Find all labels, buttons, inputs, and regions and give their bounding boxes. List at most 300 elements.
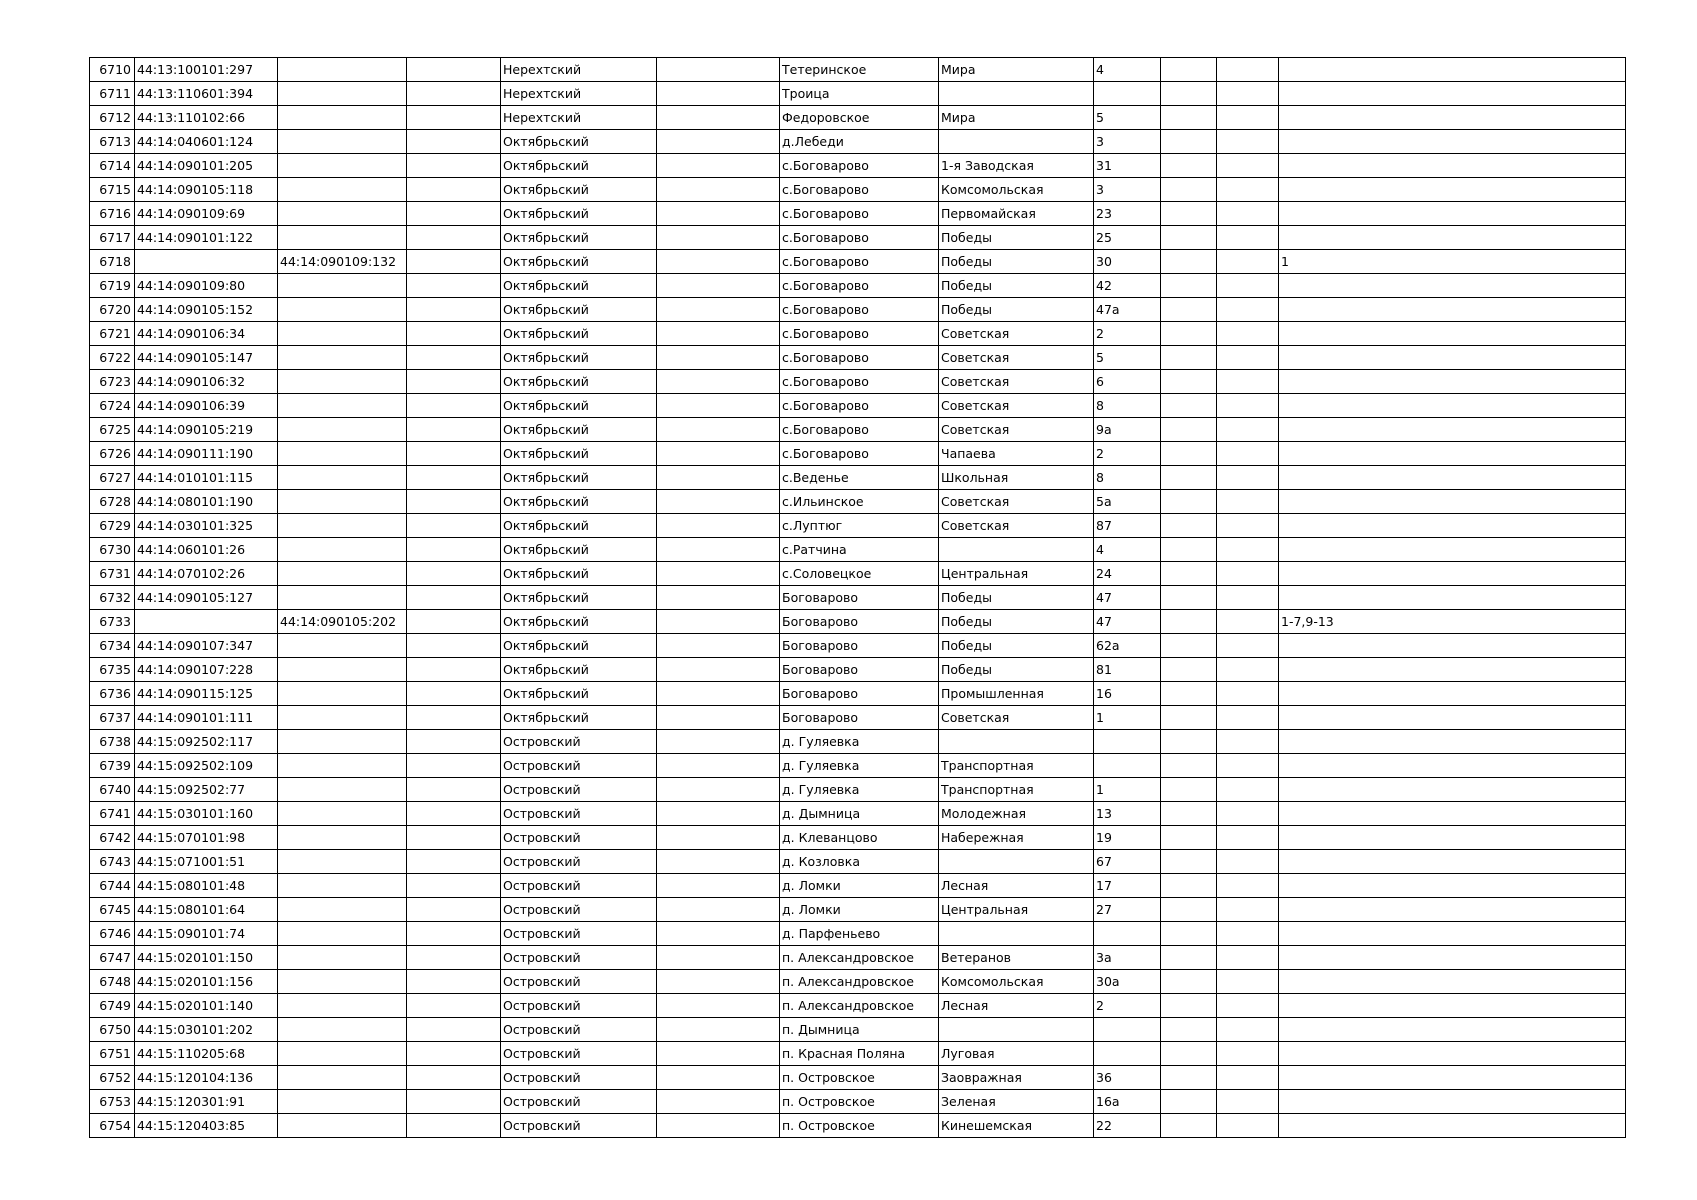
cell-col-4 <box>407 754 501 778</box>
cell-locality: п. Красная Поляна <box>780 1042 939 1066</box>
cell-col-6 <box>657 706 780 730</box>
cell-row-number: 6732 <box>90 586 135 610</box>
cell-cadastral-number-alt <box>278 562 407 586</box>
cell-col-11 <box>1217 922 1279 946</box>
cell-apartment-numbers <box>1279 418 1626 442</box>
cell-row-number: 6741 <box>90 802 135 826</box>
cell-apartment-numbers <box>1279 202 1626 226</box>
cell-cadastral-number: 44:14:090106:34 <box>135 322 278 346</box>
cell-col-6 <box>657 274 780 298</box>
cell-district: Островский <box>501 994 657 1018</box>
table-row <box>90 778 1626 802</box>
cell-col-11 <box>1217 82 1279 106</box>
cell-locality: с.Боговарово <box>780 178 939 202</box>
cell-house-number: 17 <box>1094 874 1161 898</box>
cell-district: Октябрьский <box>501 490 657 514</box>
cell-cadastral-number-alt <box>278 922 407 946</box>
cell-row-number: 6734 <box>90 634 135 658</box>
cell-col-4 <box>407 634 501 658</box>
cell-house-number: 8 <box>1094 394 1161 418</box>
cell-col-10 <box>1161 922 1217 946</box>
cell-house-number: 24 <box>1094 562 1161 586</box>
cell-row-number: 6738 <box>90 730 135 754</box>
cell-district: Октябрьский <box>501 298 657 322</box>
cell-locality: Боговарово <box>780 706 939 730</box>
cell-cadastral-number-alt <box>278 1114 407 1138</box>
table-row <box>90 1090 1626 1114</box>
cell-cadastral-number: 44:15:020101:140 <box>135 994 278 1018</box>
cell-apartment-numbers <box>1279 994 1626 1018</box>
cell-col-4 <box>407 1114 501 1138</box>
cell-apartment-numbers <box>1279 586 1626 610</box>
cell-cadastral-number: 44:15:070101:98 <box>135 826 278 850</box>
table-row <box>90 442 1626 466</box>
cell-row-number: 6736 <box>90 682 135 706</box>
cell-district: Нерехтский <box>501 58 657 82</box>
cell-house-number: 27 <box>1094 898 1161 922</box>
cell-cadastral-number: 44:15:030101:160 <box>135 802 278 826</box>
cell-district: Островский <box>501 1114 657 1138</box>
cell-col-11 <box>1217 874 1279 898</box>
cell-district: Октябрьский <box>501 562 657 586</box>
cell-district: Островский <box>501 850 657 874</box>
cell-col-10 <box>1161 634 1217 658</box>
cell-cadastral-number-alt <box>278 106 407 130</box>
cell-cadastral-number-alt <box>278 1066 407 1090</box>
cell-cadastral-number: 44:14:090101:111 <box>135 706 278 730</box>
cell-apartment-numbers <box>1279 394 1626 418</box>
cell-cadastral-number-alt <box>278 970 407 994</box>
cell-locality: Федоровское <box>780 106 939 130</box>
cell-house-number: 6 <box>1094 370 1161 394</box>
table-row <box>90 58 1626 82</box>
cell-cadastral-number: 44:14:090105:219 <box>135 418 278 442</box>
cell-col-6 <box>657 1090 780 1114</box>
cell-street: Лесная <box>939 994 1094 1018</box>
cell-row-number: 6728 <box>90 490 135 514</box>
cell-col-6 <box>657 1018 780 1042</box>
cell-row-number: 6727 <box>90 466 135 490</box>
cell-col-10 <box>1161 850 1217 874</box>
cell-col-10 <box>1161 490 1217 514</box>
cell-district: Октябрьский <box>501 202 657 226</box>
cell-apartment-numbers <box>1279 298 1626 322</box>
cell-apartment-numbers <box>1279 514 1626 538</box>
cell-house-number: 25 <box>1094 226 1161 250</box>
cell-locality: с.Луптюг <box>780 514 939 538</box>
cell-street: Победы <box>939 586 1094 610</box>
cell-street: Советская <box>939 514 1094 538</box>
cell-apartment-numbers <box>1279 1090 1626 1114</box>
cell-street: Победы <box>939 634 1094 658</box>
cell-cadastral-number-alt <box>278 826 407 850</box>
cell-street: Лесная <box>939 874 1094 898</box>
cell-cadastral-number-alt <box>278 754 407 778</box>
cell-col-10 <box>1161 154 1217 178</box>
register-table <box>89 57 1626 1138</box>
cell-locality: п. Александровское <box>780 970 939 994</box>
table-row <box>90 826 1626 850</box>
table-row <box>90 514 1626 538</box>
cell-col-11 <box>1217 538 1279 562</box>
cell-col-6 <box>657 490 780 514</box>
cell-apartment-numbers: 1 <box>1279 250 1626 274</box>
cell-col-4 <box>407 442 501 466</box>
cell-cadastral-number: 44:15:071001:51 <box>135 850 278 874</box>
cell-cadastral-number-alt <box>278 418 407 442</box>
cell-col-10 <box>1161 1066 1217 1090</box>
cell-row-number: 6742 <box>90 826 135 850</box>
cell-col-6 <box>657 850 780 874</box>
cell-col-6 <box>657 58 780 82</box>
cell-cadastral-number: 44:14:030101:325 <box>135 514 278 538</box>
cell-locality: д. Гуляевка <box>780 754 939 778</box>
cell-district: Октябрьский <box>501 466 657 490</box>
cell-col-10 <box>1161 418 1217 442</box>
table-row <box>90 538 1626 562</box>
cell-district: Октябрьский <box>501 442 657 466</box>
cell-house-number: 36 <box>1094 1066 1161 1090</box>
cell-col-11 <box>1217 250 1279 274</box>
cell-col-11 <box>1217 562 1279 586</box>
cell-col-10 <box>1161 1018 1217 1042</box>
cell-district: Островский <box>501 1018 657 1042</box>
cell-col-4 <box>407 226 501 250</box>
cell-house-number: 2 <box>1094 442 1161 466</box>
cell-apartment-numbers <box>1279 106 1626 130</box>
cell-street: Первомайская <box>939 202 1094 226</box>
cell-row-number: 6710 <box>90 58 135 82</box>
cell-col-4 <box>407 394 501 418</box>
cell-col-6 <box>657 106 780 130</box>
table-row <box>90 922 1626 946</box>
cell-house-number: 62а <box>1094 634 1161 658</box>
cell-locality: п. Александровское <box>780 994 939 1018</box>
cell-street: 1-я Заводская <box>939 154 1094 178</box>
table-row <box>90 994 1626 1018</box>
cell-col-4 <box>407 322 501 346</box>
cell-row-number: 6745 <box>90 898 135 922</box>
cell-row-number: 6748 <box>90 970 135 994</box>
table-row <box>90 874 1626 898</box>
cell-col-11 <box>1217 1018 1279 1042</box>
cell-house-number: 22 <box>1094 1114 1161 1138</box>
cell-cadastral-number: 44:14:090107:228 <box>135 658 278 682</box>
cell-district: Октябрьский <box>501 658 657 682</box>
cell-cadastral-number: 44:14:090106:39 <box>135 394 278 418</box>
cell-row-number: 6735 <box>90 658 135 682</box>
cell-cadastral-number-alt <box>278 1018 407 1042</box>
cell-street: Чапаева <box>939 442 1094 466</box>
cell-col-11 <box>1217 898 1279 922</box>
cell-col-4 <box>407 250 501 274</box>
cell-cadastral-number: 44:14:070102:26 <box>135 562 278 586</box>
cell-cadastral-number: 44:14:080101:190 <box>135 490 278 514</box>
cell-col-6 <box>657 250 780 274</box>
cell-col-4 <box>407 514 501 538</box>
cell-col-10 <box>1161 130 1217 154</box>
cell-col-10 <box>1161 946 1217 970</box>
cell-cadastral-number: 44:15:090101:74 <box>135 922 278 946</box>
cell-col-11 <box>1217 514 1279 538</box>
cell-street: Заовражная <box>939 1066 1094 1090</box>
cell-house-number: 47 <box>1094 610 1161 634</box>
cell-house-number: 19 <box>1094 826 1161 850</box>
cell-cadastral-number-alt <box>278 898 407 922</box>
table-row <box>90 202 1626 226</box>
cell-district: Октябрьский <box>501 178 657 202</box>
cell-locality: с.Боговарово <box>780 154 939 178</box>
cell-locality: п. Островское <box>780 1066 939 1090</box>
cell-cadastral-number: 44:14:090111:190 <box>135 442 278 466</box>
cell-house-number: 16а <box>1094 1090 1161 1114</box>
cell-locality: Боговарово <box>780 586 939 610</box>
cell-street: Советская <box>939 370 1094 394</box>
cell-col-6 <box>657 826 780 850</box>
cell-row-number: 6715 <box>90 178 135 202</box>
cell-street: Набережная <box>939 826 1094 850</box>
cell-apartment-numbers <box>1279 634 1626 658</box>
cell-cadastral-number: 44:14:010101:115 <box>135 466 278 490</box>
cell-cadastral-number-alt <box>278 346 407 370</box>
cell-cadastral-number: 44:15:020101:150 <box>135 946 278 970</box>
cell-cadastral-number-alt <box>278 298 407 322</box>
cell-col-6 <box>657 346 780 370</box>
cell-street: Мира <box>939 106 1094 130</box>
cell-district: Октябрьский <box>501 346 657 370</box>
cell-street: Кинешемская <box>939 1114 1094 1138</box>
cell-col-6 <box>657 418 780 442</box>
table-row <box>90 82 1626 106</box>
cell-apartment-numbers <box>1279 946 1626 970</box>
cell-cadastral-number-alt <box>278 802 407 826</box>
cell-district: Островский <box>501 946 657 970</box>
cell-house-number <box>1094 922 1161 946</box>
cell-house-number: 5 <box>1094 106 1161 130</box>
cell-locality: с.Боговарово <box>780 346 939 370</box>
cell-col-10 <box>1161 106 1217 130</box>
cell-row-number: 6716 <box>90 202 135 226</box>
cell-col-6 <box>657 970 780 994</box>
table-row <box>90 562 1626 586</box>
cell-col-11 <box>1217 1066 1279 1090</box>
cell-col-4 <box>407 850 501 874</box>
cell-cadastral-number-alt <box>278 226 407 250</box>
cell-col-4 <box>407 562 501 586</box>
cell-col-4 <box>407 370 501 394</box>
cell-cadastral-number-alt <box>278 274 407 298</box>
cell-house-number: 4 <box>1094 538 1161 562</box>
cell-locality: с.Боговарово <box>780 298 939 322</box>
cell-col-4 <box>407 682 501 706</box>
cell-cadastral-number-alt <box>278 466 407 490</box>
cell-row-number: 6723 <box>90 370 135 394</box>
cell-cadastral-number: 44:15:120104:136 <box>135 1066 278 1090</box>
cell-col-4 <box>407 154 501 178</box>
cell-house-number <box>1094 1042 1161 1066</box>
cell-cadastral-number: 44:14:090105:147 <box>135 346 278 370</box>
table-row <box>90 274 1626 298</box>
cell-col-6 <box>657 634 780 658</box>
cell-cadastral-number: 44:14:090101:205 <box>135 154 278 178</box>
cell-col-10 <box>1161 394 1217 418</box>
cell-locality: Боговарово <box>780 610 939 634</box>
cell-col-10 <box>1161 178 1217 202</box>
cell-cadastral-number: 44:15:030101:202 <box>135 1018 278 1042</box>
cell-col-6 <box>657 874 780 898</box>
cell-col-10 <box>1161 466 1217 490</box>
table-row <box>90 154 1626 178</box>
cell-locality: д. Ломки <box>780 898 939 922</box>
cell-row-number: 6750 <box>90 1018 135 1042</box>
cell-district: Октябрьский <box>501 274 657 298</box>
cell-col-4 <box>407 586 501 610</box>
cell-cadastral-number-alt <box>278 730 407 754</box>
cell-col-10 <box>1161 610 1217 634</box>
cell-col-6 <box>657 730 780 754</box>
cell-house-number <box>1094 754 1161 778</box>
cell-row-number: 6733 <box>90 610 135 634</box>
table-row <box>90 490 1626 514</box>
cell-house-number: 13 <box>1094 802 1161 826</box>
cell-row-number: 6740 <box>90 778 135 802</box>
cell-col-4 <box>407 106 501 130</box>
cell-cadastral-number: 44:14:090105:152 <box>135 298 278 322</box>
cell-col-4 <box>407 1042 501 1066</box>
cell-apartment-numbers <box>1279 1066 1626 1090</box>
cell-cadastral-number: 44:15:092502:109 <box>135 754 278 778</box>
cell-district: Октябрьский <box>501 154 657 178</box>
cell-apartment-numbers <box>1279 850 1626 874</box>
cell-col-4 <box>407 346 501 370</box>
cell-apartment-numbers <box>1279 706 1626 730</box>
cell-cadastral-number: 44:13:110102:66 <box>135 106 278 130</box>
cell-row-number: 6739 <box>90 754 135 778</box>
cell-col-11 <box>1217 682 1279 706</box>
cell-house-number: 3 <box>1094 130 1161 154</box>
cell-street: Советская <box>939 490 1094 514</box>
cell-locality: Боговарово <box>780 634 939 658</box>
cell-cadastral-number: 44:13:100101:297 <box>135 58 278 82</box>
cell-col-6 <box>657 514 780 538</box>
cell-row-number: 6718 <box>90 250 135 274</box>
cell-district: Октябрьский <box>501 538 657 562</box>
cell-col-10 <box>1161 1114 1217 1138</box>
cell-cadastral-number-alt <box>278 442 407 466</box>
cell-cadastral-number-alt <box>278 538 407 562</box>
cell-col-10 <box>1161 706 1217 730</box>
table-row <box>90 1042 1626 1066</box>
cell-col-10 <box>1161 322 1217 346</box>
cell-col-10 <box>1161 826 1217 850</box>
cell-street: Комсомольская <box>939 970 1094 994</box>
cell-street: Школьная <box>939 466 1094 490</box>
table-row <box>90 1018 1626 1042</box>
cell-col-11 <box>1217 850 1279 874</box>
cell-row-number: 6743 <box>90 850 135 874</box>
cell-cadastral-number-alt <box>278 946 407 970</box>
cell-row-number: 6752 <box>90 1066 135 1090</box>
cell-district: Островский <box>501 1066 657 1090</box>
cell-col-4 <box>407 730 501 754</box>
cell-locality: с.Веденье <box>780 466 939 490</box>
cell-district: Островский <box>501 730 657 754</box>
cell-district: Октябрьский <box>501 418 657 442</box>
cell-cadastral-number-alt: 44:14:090105:202 <box>278 610 407 634</box>
cell-col-4 <box>407 82 501 106</box>
cell-apartment-numbers <box>1279 490 1626 514</box>
cell-row-number: 6751 <box>90 1042 135 1066</box>
cell-apartment-numbers <box>1279 658 1626 682</box>
cell-col-11 <box>1217 442 1279 466</box>
cell-col-4 <box>407 202 501 226</box>
cell-col-11 <box>1217 106 1279 130</box>
cell-row-number: 6753 <box>90 1090 135 1114</box>
cell-district: Октябрьский <box>501 514 657 538</box>
cell-street: Транспортная <box>939 778 1094 802</box>
cell-col-6 <box>657 754 780 778</box>
cell-row-number: 6730 <box>90 538 135 562</box>
cell-cadastral-number-alt <box>278 634 407 658</box>
cell-col-11 <box>1217 394 1279 418</box>
cell-house-number <box>1094 82 1161 106</box>
cell-district: Октябрьский <box>501 610 657 634</box>
cell-house-number: 67 <box>1094 850 1161 874</box>
cell-cadastral-number: 44:15:092502:77 <box>135 778 278 802</box>
cell-col-6 <box>657 898 780 922</box>
cell-col-4 <box>407 1090 501 1114</box>
cell-col-11 <box>1217 730 1279 754</box>
cell-col-6 <box>657 562 780 586</box>
cell-col-4 <box>407 538 501 562</box>
cell-row-number: 6726 <box>90 442 135 466</box>
cell-col-11 <box>1217 298 1279 322</box>
cell-district: Нерехтский <box>501 82 657 106</box>
cell-street <box>939 130 1094 154</box>
cell-apartment-numbers <box>1279 922 1626 946</box>
cell-house-number <box>1094 730 1161 754</box>
cell-street: Ветеранов <box>939 946 1094 970</box>
cell-apartment-numbers <box>1279 58 1626 82</box>
cell-street: Советская <box>939 418 1094 442</box>
cell-col-10 <box>1161 298 1217 322</box>
cell-district: Островский <box>501 922 657 946</box>
cell-col-6 <box>657 298 780 322</box>
cell-col-10 <box>1161 970 1217 994</box>
cell-col-6 <box>657 370 780 394</box>
cell-house-number: 31 <box>1094 154 1161 178</box>
cell-col-11 <box>1217 970 1279 994</box>
cell-col-4 <box>407 466 501 490</box>
cell-row-number: 6722 <box>90 346 135 370</box>
cell-locality: д. Дымница <box>780 802 939 826</box>
cell-col-4 <box>407 658 501 682</box>
cell-locality: Боговарово <box>780 658 939 682</box>
cell-cadastral-number-alt <box>278 994 407 1018</box>
cell-apartment-numbers <box>1279 538 1626 562</box>
cell-cadastral-number-alt <box>278 154 407 178</box>
table-row <box>90 634 1626 658</box>
cell-row-number: 6719 <box>90 274 135 298</box>
cell-street: Зеленая <box>939 1090 1094 1114</box>
cell-col-10 <box>1161 226 1217 250</box>
cell-col-10 <box>1161 58 1217 82</box>
cell-locality: с.Ратчина <box>780 538 939 562</box>
cell-col-10 <box>1161 682 1217 706</box>
cell-house-number <box>1094 1018 1161 1042</box>
cell-locality: с.Ильинское <box>780 490 939 514</box>
cell-col-6 <box>657 226 780 250</box>
